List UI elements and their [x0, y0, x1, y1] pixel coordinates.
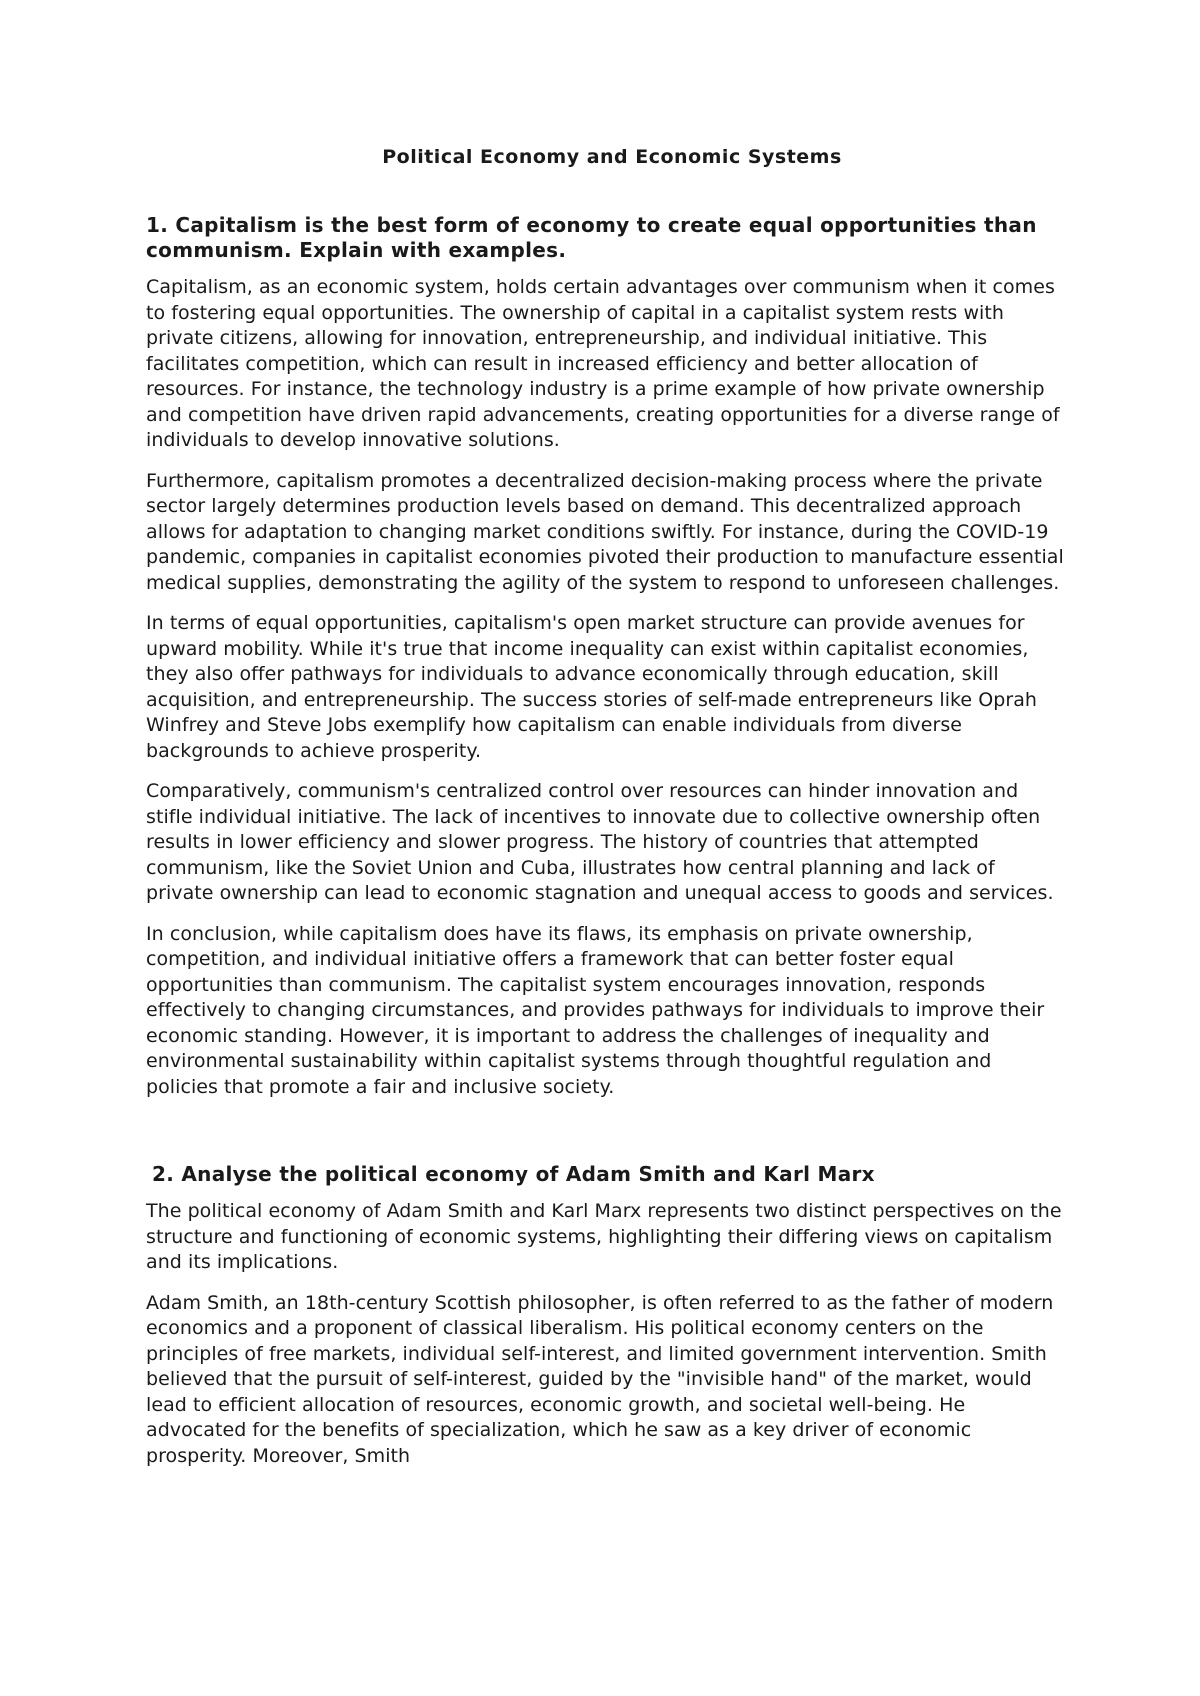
document-body: [146, 144, 1066, 1484]
document-title: Political Economy and Economic Systems: [382, 146, 842, 168]
paragraph: Capitalism, as an economic system, holds certain advantages over communism when it comes to fostering equal opportunities. The ownership of capital in a capitalist system rests with private citizens, allowing for innovation, entrepreneurship, and individual initiative. This facilitates competition, which can result in increased efficiency and better allocation of resources. For instance, the technology industry is a prime example of how private ownership and competition have driven rapid advancements, creating opportunities for a diverse range of individuals to develop innovative solutions.: [146, 276, 1060, 451]
section-question-2: [146, 1162, 1066, 1469]
paragraph: In conclusion, while capitalism does have its flaws, its emphasis on private ownership, competition, and individual initiative offers a framework that can better foster equal opportunities than communism. The capitalist system encourages innovation, responds effectively to changing circumstances, and provides pathways for individuals to improve their economic standing. However, it is important to address the challenges of inequality and environmental sustainability within capitalist systems through thoughtful regulation and policies that promote a fair and inclusive society.: [146, 922, 1045, 1098]
paragraph: Adam Smith, an 18th-century Scottish philosopher, is often referred to as the father of modern economics and a proponent of classical liberalism. His political economy centers on the principles of free markets, individual self-interest, and limited government intervention. Smith believed that the pursuit of self-interest, guided by the "invisible hand" of the market, would lead to efficient allocation of resources, economic growth, and societal well-being. He advocated for the benefits of specialization, which he saw as a key driver of economic prosperity. Moreover, Smith: [146, 1291, 1054, 1467]
section-question-1: [146, 213, 1066, 1100]
paragraph: The political economy of Adam Smith and Karl Marx represents two distinct perspectives on the structure and functioning of economic systems, highlighting their differing views on capitalism and its implications.: [146, 1200, 1062, 1273]
question-1-heading: 1. Capitalism is the best form of economy to create equal opportunities than communism. Explain with examples.: [146, 213, 1037, 262]
paragraph: In terms of equal opportunities, capitalism's open market structure can provide avenues for upward mobility. While it's true that income inequality can exist within capitalist economies, they also offer pathways for individuals to advance economically through education, skill acquisition, and entrepreneurship. The success stories of self-made entrepreneurs like Oprah Winfrey and Steve Jobs exemplify how capitalism can enable individuals from diverse backgrounds to achieve prosperity.: [146, 612, 1038, 762]
question-2-heading: 2. Analyse the political economy of Adam Smith and Karl Marx: [152, 1162, 875, 1186]
paragraph: Comparatively, communism's centralized control over resources can hinder innovation and stifle individual initiative. The lack of incentives to innovate due to collective ownership often results in lower efficiency and slower progress. The history of countries that attempted communism, like the Soviet Union and Cuba, illustrates how central planning and lack of private ownership can lead to economic stagnation and unequal access to goods and services.: [146, 780, 1054, 904]
paragraph: Furthermore, capitalism promotes a decentralized decision-making process where the private sector largely determines production levels based on demand. This decentralized approach allows for adaptation to changing market conditions swiftly. For instance, during the COVID-19 pandemic, companies in capitalist economies pivoted their production to manufacture essential medical supplies, demonstrating the agility of the system to respond to unforeseen challenges.: [146, 469, 1064, 594]
